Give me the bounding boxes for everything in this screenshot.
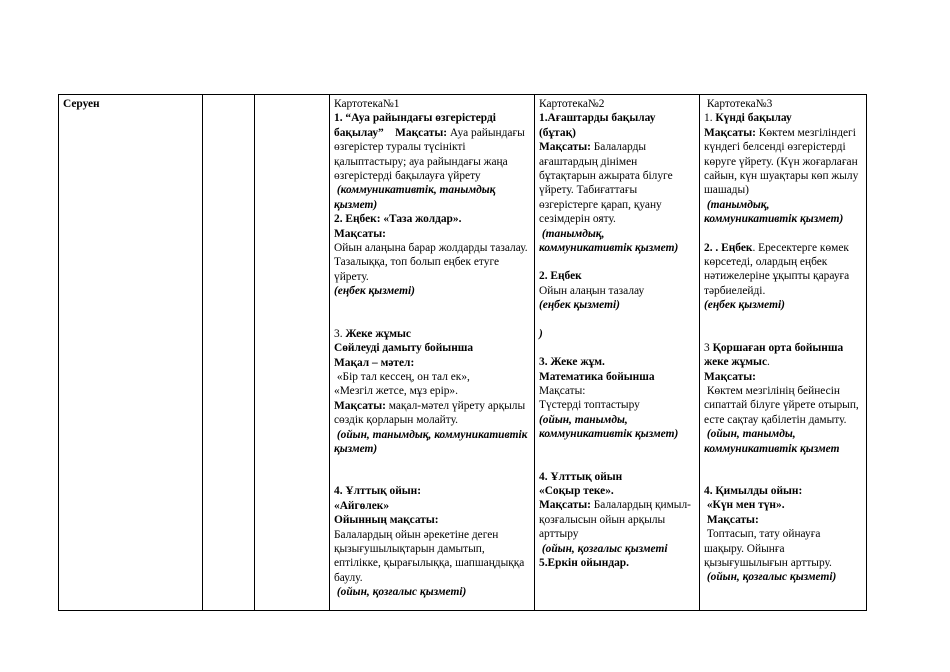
card-3-observation-goal: Көктем мезгіліндегі күндегі белсенді өзгерістерді көруге үйрету. (Күн жоғарлаған сайын, күн шуақтары көп жылу шашады) [704, 126, 859, 197]
card-1-goal-label: Мақсаты: [395, 126, 448, 139]
card-1-individual-number: 3. [334, 327, 343, 340]
card-1-proverb-1: «Бір тал кессең, он тал ек», [336, 370, 470, 383]
card-1-observation-tag: (коммуникативтік, танымдық қызмет) [334, 184, 496, 211]
card-1-work-tag: (еңбек қызметі) [334, 285, 415, 298]
card-3-individual-tag: (ойын, танымды, коммуникативтік қызмет [704, 428, 840, 455]
card-2-title: Картотека№2 [539, 98, 605, 110]
card-1-individual-title: Жеке жұмыс [345, 327, 411, 340]
card-3-game-tag: (ойын, қозғалыс қызметі) [706, 571, 837, 584]
card-1-work-goal-label: Мақсаты: [334, 227, 386, 240]
card-3-individual-number: 3 [704, 341, 710, 354]
card-2-stray-paren: ) [539, 327, 543, 340]
card-1-game-goal-label: Ойынның мақсаты: [334, 514, 439, 527]
card-1-proverb-label: Мақал – мәтел: [334, 356, 415, 369]
card-3-observation-title: Күнді бақылау [715, 112, 792, 125]
card-1-observation-goal: Ауа райындағы өзгерістер туралы түсінікті қалыптастыру; ауа райындағы жаңа өзгерістерді бақылауға үйрету [334, 126, 525, 183]
card-3-title: Картотека№3 [706, 98, 773, 110]
plan-table [58, 94, 867, 611]
card-3-individual-goal-label: Мақсаты: [704, 370, 756, 383]
card-1-individual-goal: мақал-мәтел үйрету арқылы сөздік қорларын молайту. [334, 399, 526, 427]
card-3-game-name: «Күн мен түн». [706, 499, 785, 512]
card-2-game-goal-label: Мақсаты: [539, 499, 591, 512]
card-3-individual-dot: . [767, 356, 770, 369]
empty-cell [255, 95, 330, 611]
empty-cell [203, 95, 255, 611]
card-1-individual-subtitle: Сөйлеуді дамыту бойынша [334, 342, 474, 355]
card-1-title: Картотека№1 [334, 98, 400, 110]
card-1-cell [330, 95, 535, 611]
card-1-game-name: «Айгөлек» [334, 499, 390, 512]
card-1-observation-title: 1. “Ауа райындағы өзгерістерді бақылау” [334, 112, 496, 139]
card-2-game-tag: (ойын, қозғалыс қызметі [541, 542, 668, 555]
card-1-proverb-2: «Мезгіл жетсе, мұз ерір». [334, 385, 458, 398]
table-row [59, 95, 867, 611]
card-1-game-tag: (ойын, қозғалыс қызметі) [336, 586, 467, 599]
card-3-game-goal-label: Мақсаты: [706, 513, 759, 526]
card-2-individual-goal-label: Мақсаты: [539, 384, 586, 397]
card-2-work-title: 2. Еңбек [539, 270, 582, 283]
card-2-work-text: Ойын алаңын тазалау [539, 284, 645, 297]
card-2-individual-tag: (ойын, танымды, коммуникативтік қызмет) [539, 413, 679, 441]
card-1-work-title: 2. Еңбек: «Таза жолдар». [334, 213, 462, 226]
card-2-observation-goal: Балаларды ағаштардың дінімен бұтақтарын ажырата білуге үйрету. Табиғаттағы өзгерістерге қарап, қуану сезімдерін ояту. [539, 141, 673, 226]
card-3-cell [700, 95, 867, 611]
card-2-game-title: 4. Ұлттық ойын [539, 470, 623, 483]
card-2-cell [535, 95, 700, 611]
card-1-game-goal: Балалардың ойын әрекетіне деген қызығушылықтарын дамытып, ептілікке, қырағылыққа, шапшаңдыққа баулу. [334, 528, 525, 584]
card-1-individual-tag: (ойын, танымдық, коммуникативтік қызмет) [334, 428, 528, 455]
card-2-observation-tag: (танымдық, коммуникативтік қызмет) [539, 227, 679, 255]
card-3-game-title: 4. Қимылды ойын: [704, 484, 803, 497]
card-3-observation-number: 1. [704, 112, 713, 125]
card-3-observation-tag: (танымдық, коммуникативтік қызмет) [704, 198, 844, 226]
card-2-free-play: 5.Еркін ойындар. [539, 556, 629, 569]
card-3-individual-goal: Көктем мезгілінің бейнесін сипаттай білуге үйрете отырып, есте сақтау қабілетін дамыту. [704, 384, 859, 426]
card-2-goal-label: Мақсаты: [539, 141, 591, 154]
card-2-individual-subtitle: Математика бойынша [539, 370, 655, 383]
card-2-individual-title: 3. Жеке жұм. [539, 356, 605, 369]
card-1-game-title: 4. Ұлттық ойын: [334, 485, 422, 498]
card-2-game-goal: Балалардың қимыл-қозғалысын ойын арқылы арттыру [539, 499, 691, 541]
card-3-individual-title: Қоршаған орта бойынша жеке жұмыс [704, 341, 844, 369]
card-2-observation-title: 1.Ағаштарды бақылау (бұтақ) [539, 112, 656, 139]
card-3-work-number: 2. . [704, 241, 719, 254]
card-1-individual-goal-label: Мақсаты: [334, 399, 386, 412]
card-3-work-text: . Ересектерге көмек көрсетеді, олардың еңбек нәтижелеріне ұқыпты қарауға тәрбиелейді. [704, 241, 850, 297]
card-3-work-tag: (еңбек қызметі) [704, 299, 785, 312]
row-label-cell [59, 95, 203, 611]
card-2-work-tag: (еңбек қызметі) [539, 299, 620, 312]
card-3-game-goal: Топтасып, тату ойнауға шақыру. Ойынға қызығушылығын арттыру. [704, 528, 832, 569]
card-1-work-goal: Ойын алаңына барар жолдарды тазалау. Тазалыққа, топ болып еңбек етуге үйрету. [334, 242, 528, 283]
card-3-work-title: Еңбек [721, 241, 753, 254]
card-3-goal-label: Мақсаты: [704, 126, 756, 139]
row-label: Серуен [63, 98, 100, 110]
card-2-game-name: «Соқыр теке». [539, 484, 614, 497]
card-2-individual-goal: Түстерді топтастыру [539, 399, 640, 412]
